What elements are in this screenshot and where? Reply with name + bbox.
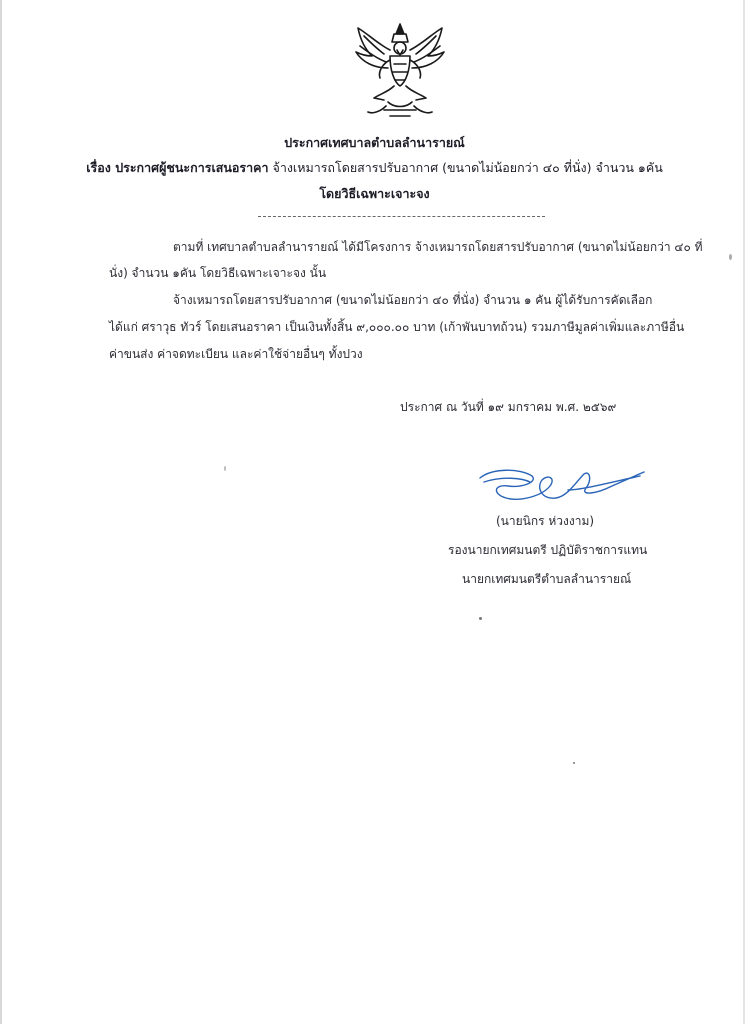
subject-detail: จ้างเหมารถโดยสารปรับอากาศ (ขนาดไม่น้อยกว่า ๔๐ ที่นั่ง) จำนวน ๑คัน — [268, 160, 663, 175]
body-paragraph-2-line-3: ค่าขนส่ง ค่าจดทะเบียน และค่าใช้จ่ายอื่นๆ ทั้งปวง — [109, 347, 363, 361]
signer-name: (นายนิกร ห่วงงาม) — [496, 514, 595, 528]
signer-position-2: นายกเทศมนตรีตำบลลำนารายณ์ — [462, 572, 632, 586]
scan-speck — [729, 254, 732, 260]
body-paragraph-1-line-2: นั่ง) จำนวน ๑คัน โดยวิธีเฉพาะเจาะจง นั้น — [109, 266, 327, 280]
announcement-title: ประกาศเทศบาลตำบลลำนารายณ์ — [284, 135, 465, 150]
subject-method: โดยวิธีเฉพาะเจาะจง — [319, 186, 430, 201]
garuda-emblem-icon — [350, 20, 450, 120]
handwritten-signature — [472, 460, 652, 510]
scan-speck — [573, 762, 575, 764]
body-paragraph-2-line-1: จ้างเหมารถโดยสารปรับอากาศ (ขนาดไม่น้อยกว่า ๔๐ ที่นั่ง) จำนวน ๑ คัน ผู้ได้รับการคัดเลือก — [173, 293, 653, 307]
body-paragraph-2-line-2: ได้แก่ ศราวุธ ทัวร์ โดยเสนอราคา เป็นเงินทั้งสิ้น ๙,๐๐๐.๐๐ บาท (เก้าพันบาทถ้วน) รวมภาษีมูลค่าเพิ่มและภาษีอื่น — [109, 320, 685, 334]
subject-bold: ประกาศผู้ชนะการเสนอราคา — [115, 160, 269, 175]
scan-speck — [479, 617, 482, 620]
announcement-date: ประกาศ ณ วันที่ ๑๙ มกราคม พ.ศ. ๒๕๖๙ — [400, 400, 617, 414]
body-paragraph-1-line-1: ตามที่ เทศบาลตำบลลำนารายณ์ ได้มีโครงการ จ้างเหมารถโดยสารปรับอากาศ (ขนาดไม่น้อยกว่า ๔๐ ที่ — [173, 240, 703, 254]
scan-speck — [224, 466, 226, 471]
header-divider — [258, 216, 545, 217]
announcement-subject — [2, 158, 745, 178]
signer-position-1: รองนายกเทศมนตรี ปฏิบัติราชการแทน — [448, 543, 648, 557]
subject-label: เรื่อง — [86, 160, 111, 175]
